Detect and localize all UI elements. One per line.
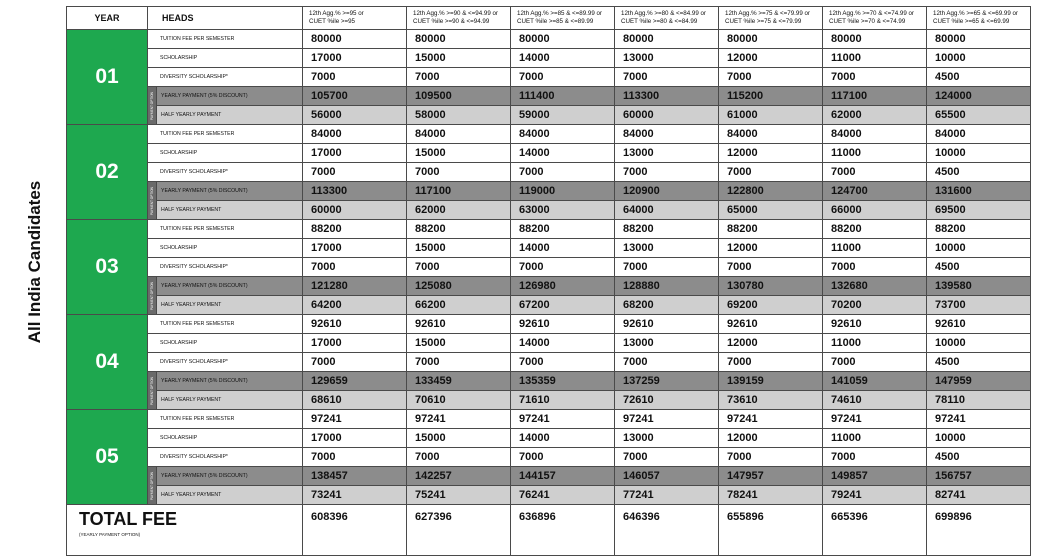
fee-value: 84000 bbox=[823, 125, 927, 144]
tuition-row bbox=[67, 125, 1031, 144]
fee-value: 12000 bbox=[719, 239, 823, 258]
total-value: 636896 bbox=[511, 505, 615, 556]
row-head: SCHOLARSHIP bbox=[148, 239, 303, 258]
criteria-header bbox=[615, 7, 719, 30]
fee-value: 10000 bbox=[927, 334, 1031, 353]
diversity-scholarship-row bbox=[67, 163, 1031, 182]
fee-value: 119000 bbox=[511, 182, 615, 201]
fee-value: 77241 bbox=[615, 486, 719, 505]
side-label: All India Candidates bbox=[25, 180, 44, 344]
fee-value: 92610 bbox=[615, 315, 719, 334]
criteria-line-1: 12th Agg.% >=95 or bbox=[309, 10, 364, 17]
diversity-scholarship-row bbox=[67, 258, 1031, 277]
tuition-row bbox=[67, 410, 1031, 429]
payment-option-text: PAYMENT OPTION bbox=[150, 471, 154, 500]
fee-value: 113300 bbox=[303, 182, 407, 201]
fee-value: 115200 bbox=[719, 87, 823, 106]
row-head: HALF YEARLY PAYMENT bbox=[157, 486, 303, 505]
fee-value: 92610 bbox=[719, 315, 823, 334]
year-label: 02 bbox=[67, 125, 148, 220]
fee-value: 58000 bbox=[407, 106, 511, 125]
fee-value: 147959 bbox=[927, 372, 1031, 391]
fee-value: 84000 bbox=[927, 125, 1031, 144]
payment-option-text: PAYMENT OPTION bbox=[150, 281, 154, 310]
payment-option-label bbox=[148, 87, 157, 125]
fee-value: 7000 bbox=[407, 68, 511, 87]
total-value: 627396 bbox=[407, 505, 511, 556]
row-head: SCHOLARSHIP bbox=[148, 144, 303, 163]
fee-value: 15000 bbox=[407, 429, 511, 448]
fee-value: 12000 bbox=[719, 429, 823, 448]
fee-value: 11000 bbox=[823, 429, 927, 448]
criteria-line-1: 12th Agg.% >=75 & <=79.99 or bbox=[725, 10, 810, 17]
fee-value: 125080 bbox=[407, 277, 511, 296]
fee-value: 14000 bbox=[511, 429, 615, 448]
fee-table-body bbox=[67, 30, 1031, 505]
row-head: YEARLY PAYMENT (5% DISCOUNT) bbox=[157, 182, 303, 201]
fee-value: 60000 bbox=[303, 201, 407, 220]
fee-table bbox=[66, 6, 1031, 556]
fee-value: 88200 bbox=[511, 220, 615, 239]
fee-value: 132680 bbox=[823, 277, 927, 296]
heads-header: HEADS bbox=[148, 7, 303, 30]
fee-value: 80000 bbox=[615, 30, 719, 49]
scholarship-row bbox=[67, 429, 1031, 448]
fee-value: 7000 bbox=[407, 448, 511, 467]
fee-value: 7000 bbox=[615, 163, 719, 182]
fee-value: 7000 bbox=[303, 353, 407, 372]
payment-option-label bbox=[148, 372, 157, 410]
fee-value: 92610 bbox=[303, 315, 407, 334]
row-head: TUITION FEE PER SEMESTER bbox=[148, 220, 303, 239]
fee-value: 4500 bbox=[927, 353, 1031, 372]
total-value: 665396 bbox=[823, 505, 927, 556]
fee-value: 97241 bbox=[615, 410, 719, 429]
fee-value: 10000 bbox=[927, 239, 1031, 258]
payment-option-text: PAYMENT OPTION bbox=[150, 91, 154, 120]
fee-value: 10000 bbox=[927, 429, 1031, 448]
fee-value: 79241 bbox=[823, 486, 927, 505]
fee-value: 4500 bbox=[927, 68, 1031, 87]
fee-value: 97241 bbox=[303, 410, 407, 429]
fee-value: 7000 bbox=[719, 353, 823, 372]
total-value: 646396 bbox=[615, 505, 719, 556]
fee-value: 11000 bbox=[823, 239, 927, 258]
fee-value: 64200 bbox=[303, 296, 407, 315]
scholarship-row bbox=[67, 144, 1031, 163]
fee-value: 69500 bbox=[927, 201, 1031, 220]
criteria-header bbox=[927, 7, 1031, 30]
criteria-line-1: 12th Agg.% >=80 & <=84.99 or bbox=[621, 10, 706, 17]
total-value: 655896 bbox=[719, 505, 823, 556]
fee-value: 10000 bbox=[927, 49, 1031, 68]
fee-value: 7000 bbox=[823, 258, 927, 277]
year-label: 04 bbox=[67, 315, 148, 410]
fee-value: 15000 bbox=[407, 144, 511, 163]
fee-value: 65500 bbox=[927, 106, 1031, 125]
year-header: YEAR bbox=[67, 7, 148, 30]
fee-value: 88200 bbox=[719, 220, 823, 239]
year-label: 01 bbox=[67, 30, 148, 125]
fee-value: 61000 bbox=[719, 106, 823, 125]
tuition-row bbox=[67, 220, 1031, 239]
criteria-header bbox=[407, 7, 511, 30]
criteria-line-2: CUET %ile >=85 & <=89.99 bbox=[517, 18, 594, 25]
fee-value: 70200 bbox=[823, 296, 927, 315]
fee-value: 69200 bbox=[719, 296, 823, 315]
criteria-line-1: 12th Agg.% >=90 & <=94.99 or bbox=[413, 10, 498, 17]
fee-value: 7000 bbox=[407, 258, 511, 277]
half-yearly-payment-row bbox=[67, 391, 1031, 410]
criteria-line-2: CUET %ile >=90 & <=94.99 bbox=[413, 18, 490, 25]
fee-value: 70610 bbox=[407, 391, 511, 410]
diversity-scholarship-row bbox=[67, 68, 1031, 87]
fee-value: 124700 bbox=[823, 182, 927, 201]
fee-value: 88200 bbox=[927, 220, 1031, 239]
fee-value: 11000 bbox=[823, 49, 927, 68]
fee-value: 7000 bbox=[823, 353, 927, 372]
fee-value: 7000 bbox=[719, 448, 823, 467]
fee-value: 14000 bbox=[511, 144, 615, 163]
fee-value: 156757 bbox=[927, 467, 1031, 486]
fee-value: 7000 bbox=[407, 353, 511, 372]
fee-value: 74610 bbox=[823, 391, 927, 410]
fee-value: 113300 bbox=[615, 87, 719, 106]
fee-value: 121280 bbox=[303, 277, 407, 296]
fee-value: 88200 bbox=[615, 220, 719, 239]
fee-value: 7000 bbox=[407, 163, 511, 182]
fee-value: 147957 bbox=[719, 467, 823, 486]
fee-value: 7000 bbox=[823, 448, 927, 467]
fee-value: 78241 bbox=[719, 486, 823, 505]
criteria-line-2: CUET %ile >=70 & <=74.99 bbox=[829, 18, 906, 25]
row-head: SCHOLARSHIP bbox=[148, 334, 303, 353]
fee-value: 137259 bbox=[615, 372, 719, 391]
fee-value: 17000 bbox=[303, 144, 407, 163]
criteria-line-2: CUET %ile >=95 bbox=[309, 18, 355, 25]
tuition-row bbox=[67, 30, 1031, 49]
fee-value: 4500 bbox=[927, 163, 1031, 182]
fee-value: 80000 bbox=[511, 30, 615, 49]
fee-value: 62000 bbox=[407, 201, 511, 220]
fee-value: 84000 bbox=[511, 125, 615, 144]
fee-value: 66200 bbox=[407, 296, 511, 315]
fee-value: 7000 bbox=[615, 68, 719, 87]
fee-value: 139159 bbox=[719, 372, 823, 391]
fee-value: 7000 bbox=[511, 163, 615, 182]
fee-value: 7000 bbox=[719, 163, 823, 182]
fee-value: 84000 bbox=[615, 125, 719, 144]
fee-value: 66000 bbox=[823, 201, 927, 220]
fee-value: 62000 bbox=[823, 106, 927, 125]
fee-value: 122800 bbox=[719, 182, 823, 201]
fee-value: 82741 bbox=[927, 486, 1031, 505]
fee-value: 14000 bbox=[511, 49, 615, 68]
total-sublabel: (YEARLY PAYMENT OPTION) bbox=[79, 532, 141, 537]
fee-value: 76241 bbox=[511, 486, 615, 505]
fee-value: 7000 bbox=[303, 448, 407, 467]
fee-value: 71610 bbox=[511, 391, 615, 410]
row-head: SCHOLARSHIP bbox=[148, 49, 303, 68]
criteria-line-2: CUET %ile >=75 & <=79.99 bbox=[725, 18, 802, 25]
row-head: DIVERSITY SCHOLARSHIP* bbox=[148, 448, 303, 467]
fee-value: 80000 bbox=[927, 30, 1031, 49]
payment-option-text: PAYMENT OPTION bbox=[150, 186, 154, 215]
fee-value: 88200 bbox=[303, 220, 407, 239]
criteria-header bbox=[303, 7, 407, 30]
fee-value: 13000 bbox=[615, 429, 719, 448]
row-head: TUITION FEE PER SEMESTER bbox=[148, 315, 303, 334]
fee-value: 4500 bbox=[927, 448, 1031, 467]
fee-value: 92610 bbox=[511, 315, 615, 334]
tuition-row bbox=[67, 315, 1031, 334]
fee-value: 7000 bbox=[719, 68, 823, 87]
criteria-header bbox=[511, 7, 615, 30]
row-head: DIVERSITY SCHOLARSHIP* bbox=[148, 68, 303, 87]
fee-value: 4500 bbox=[927, 258, 1031, 277]
yearly-payment-row bbox=[67, 277, 1031, 296]
fee-value: 12000 bbox=[719, 334, 823, 353]
yearly-payment-row bbox=[67, 182, 1031, 201]
fee-value: 124000 bbox=[927, 87, 1031, 106]
fee-value: 7000 bbox=[823, 68, 927, 87]
fee-value: 7000 bbox=[823, 163, 927, 182]
fee-value: 72610 bbox=[615, 391, 719, 410]
row-head: HALF YEARLY PAYMENT bbox=[157, 106, 303, 125]
fee-value: 7000 bbox=[719, 258, 823, 277]
fee-value: 13000 bbox=[615, 49, 719, 68]
fee-value: 11000 bbox=[823, 334, 927, 353]
fee-value: 142257 bbox=[407, 467, 511, 486]
half-yearly-payment-row bbox=[67, 296, 1031, 315]
criteria-header bbox=[823, 7, 927, 30]
row-head: TUITION FEE PER SEMESTER bbox=[148, 410, 303, 429]
payment-option-label bbox=[148, 182, 157, 220]
row-head: YEARLY PAYMENT (5% DISCOUNT) bbox=[157, 467, 303, 486]
fee-value: 17000 bbox=[303, 239, 407, 258]
scholarship-row bbox=[67, 334, 1031, 353]
fee-value: 15000 bbox=[407, 49, 511, 68]
fee-value: 73241 bbox=[303, 486, 407, 505]
fee-value: 7000 bbox=[511, 448, 615, 467]
fee-value: 88200 bbox=[407, 220, 511, 239]
fee-value: 68200 bbox=[615, 296, 719, 315]
fee-value: 84000 bbox=[303, 125, 407, 144]
fee-value: 67200 bbox=[511, 296, 615, 315]
fee-value: 73700 bbox=[927, 296, 1031, 315]
criteria-line-2: CUET %ile >=80 & <=84.99 bbox=[621, 18, 698, 25]
fee-value: 17000 bbox=[303, 49, 407, 68]
total-row bbox=[67, 505, 1031, 556]
fee-value: 117100 bbox=[407, 182, 511, 201]
total-value: 699896 bbox=[927, 505, 1031, 556]
fee-value: 7000 bbox=[615, 258, 719, 277]
fee-value: 64000 bbox=[615, 201, 719, 220]
fee-value: 138457 bbox=[303, 467, 407, 486]
fee-value: 63000 bbox=[511, 201, 615, 220]
fee-value: 126980 bbox=[511, 277, 615, 296]
fee-value: 7000 bbox=[511, 68, 615, 87]
fee-value: 7000 bbox=[303, 68, 407, 87]
fee-value: 7000 bbox=[303, 163, 407, 182]
yearly-payment-row bbox=[67, 467, 1031, 486]
row-head: YEARLY PAYMENT (5% DISCOUNT) bbox=[157, 372, 303, 391]
fee-value: 80000 bbox=[719, 30, 823, 49]
fee-value: 15000 bbox=[407, 334, 511, 353]
year-label: 03 bbox=[67, 220, 148, 315]
fee-value: 109500 bbox=[407, 87, 511, 106]
fee-value: 105700 bbox=[303, 87, 407, 106]
fee-value: 117100 bbox=[823, 87, 927, 106]
fee-value: 17000 bbox=[303, 429, 407, 448]
scholarship-row bbox=[67, 239, 1031, 258]
fee-value: 12000 bbox=[719, 49, 823, 68]
total-value: 608396 bbox=[303, 505, 407, 556]
fee-value: 68610 bbox=[303, 391, 407, 410]
fee-value: 80000 bbox=[407, 30, 511, 49]
fee-value: 15000 bbox=[407, 239, 511, 258]
scholarship-row bbox=[67, 49, 1031, 68]
fee-value: 92610 bbox=[823, 315, 927, 334]
half-yearly-payment-row bbox=[67, 201, 1031, 220]
fee-value: 13000 bbox=[615, 239, 719, 258]
fee-value: 60000 bbox=[615, 106, 719, 125]
diversity-scholarship-row bbox=[67, 448, 1031, 467]
fee-value: 7000 bbox=[615, 448, 719, 467]
fee-value: 135359 bbox=[511, 372, 615, 391]
total-label-cell bbox=[67, 505, 303, 556]
row-head: HALF YEARLY PAYMENT bbox=[157, 391, 303, 410]
yearly-payment-row bbox=[67, 372, 1031, 391]
fee-value: 17000 bbox=[303, 334, 407, 353]
fee-value: 10000 bbox=[927, 144, 1031, 163]
fee-value: 7000 bbox=[615, 353, 719, 372]
total-label: TOTAL FEE bbox=[79, 509, 178, 529]
fee-value: 13000 bbox=[615, 334, 719, 353]
row-head: DIVERSITY SCHOLARSHIP* bbox=[148, 258, 303, 277]
row-head: YEARLY PAYMENT (5% DISCOUNT) bbox=[157, 87, 303, 106]
payment-option-label bbox=[148, 467, 157, 505]
criteria-line-2: CUET %ile >=65 & <=69.99 bbox=[933, 18, 1010, 25]
fee-value: 75241 bbox=[407, 486, 511, 505]
fee-value: 73610 bbox=[719, 391, 823, 410]
header-row bbox=[67, 7, 1031, 30]
fee-value: 59000 bbox=[511, 106, 615, 125]
fee-value: 92610 bbox=[407, 315, 511, 334]
fee-value: 12000 bbox=[719, 144, 823, 163]
row-head: SCHOLARSHIP bbox=[148, 429, 303, 448]
fee-value: 56000 bbox=[303, 106, 407, 125]
criteria-line-1: 12th Agg.% >=70 & <=74.99 or bbox=[829, 10, 914, 17]
fee-value: 149857 bbox=[823, 467, 927, 486]
yearly-payment-row bbox=[67, 87, 1031, 106]
year-label: 05 bbox=[67, 410, 148, 505]
criteria-line-1: 12th Agg.% >=65 & <=69.99 or bbox=[933, 10, 1018, 17]
fee-value: 111400 bbox=[511, 87, 615, 106]
fee-value: 128880 bbox=[615, 277, 719, 296]
fee-value: 97241 bbox=[719, 410, 823, 429]
criteria-line-1: 12th Agg.% >=85 & <=89.99 or bbox=[517, 10, 602, 17]
fee-value: 14000 bbox=[511, 239, 615, 258]
fee-value: 7000 bbox=[303, 258, 407, 277]
criteria-header bbox=[719, 7, 823, 30]
payment-option-label bbox=[148, 277, 157, 315]
fee-value: 141059 bbox=[823, 372, 927, 391]
fee-value: 80000 bbox=[823, 30, 927, 49]
fee-value: 120900 bbox=[615, 182, 719, 201]
fee-value: 88200 bbox=[823, 220, 927, 239]
fee-value: 139580 bbox=[927, 277, 1031, 296]
fee-value: 7000 bbox=[511, 258, 615, 277]
fee-value: 129659 bbox=[303, 372, 407, 391]
fee-value: 131600 bbox=[927, 182, 1031, 201]
fee-value: 78110 bbox=[927, 391, 1031, 410]
fee-value: 97241 bbox=[511, 410, 615, 429]
fee-value: 84000 bbox=[719, 125, 823, 144]
row-head: TUITION FEE PER SEMESTER bbox=[148, 125, 303, 144]
fee-value: 11000 bbox=[823, 144, 927, 163]
fee-value: 133459 bbox=[407, 372, 511, 391]
row-head: HALF YEARLY PAYMENT bbox=[157, 201, 303, 220]
diversity-scholarship-row bbox=[67, 353, 1031, 372]
row-head: DIVERSITY SCHOLARSHIP* bbox=[148, 353, 303, 372]
fee-value: 146057 bbox=[615, 467, 719, 486]
fee-value: 84000 bbox=[407, 125, 511, 144]
half-yearly-payment-row bbox=[67, 106, 1031, 125]
half-yearly-payment-row bbox=[67, 486, 1031, 505]
payment-option-text: PAYMENT OPTION bbox=[150, 376, 154, 405]
fee-value: 97241 bbox=[823, 410, 927, 429]
row-head: YEARLY PAYMENT (5% DISCOUNT) bbox=[157, 277, 303, 296]
fee-value: 65000 bbox=[719, 201, 823, 220]
row-head: HALF YEARLY PAYMENT bbox=[157, 296, 303, 315]
side-panel bbox=[0, 0, 66, 558]
fee-value: 92610 bbox=[927, 315, 1031, 334]
fee-value: 144157 bbox=[511, 467, 615, 486]
fee-value: 7000 bbox=[511, 353, 615, 372]
fee-value: 13000 bbox=[615, 144, 719, 163]
fee-value: 14000 bbox=[511, 334, 615, 353]
fee-value: 130780 bbox=[719, 277, 823, 296]
row-head: TUITION FEE PER SEMESTER bbox=[148, 30, 303, 49]
fee-value: 80000 bbox=[303, 30, 407, 49]
row-head: DIVERSITY SCHOLARSHIP* bbox=[148, 163, 303, 182]
fee-value: 97241 bbox=[407, 410, 511, 429]
fee-value: 97241 bbox=[927, 410, 1031, 429]
